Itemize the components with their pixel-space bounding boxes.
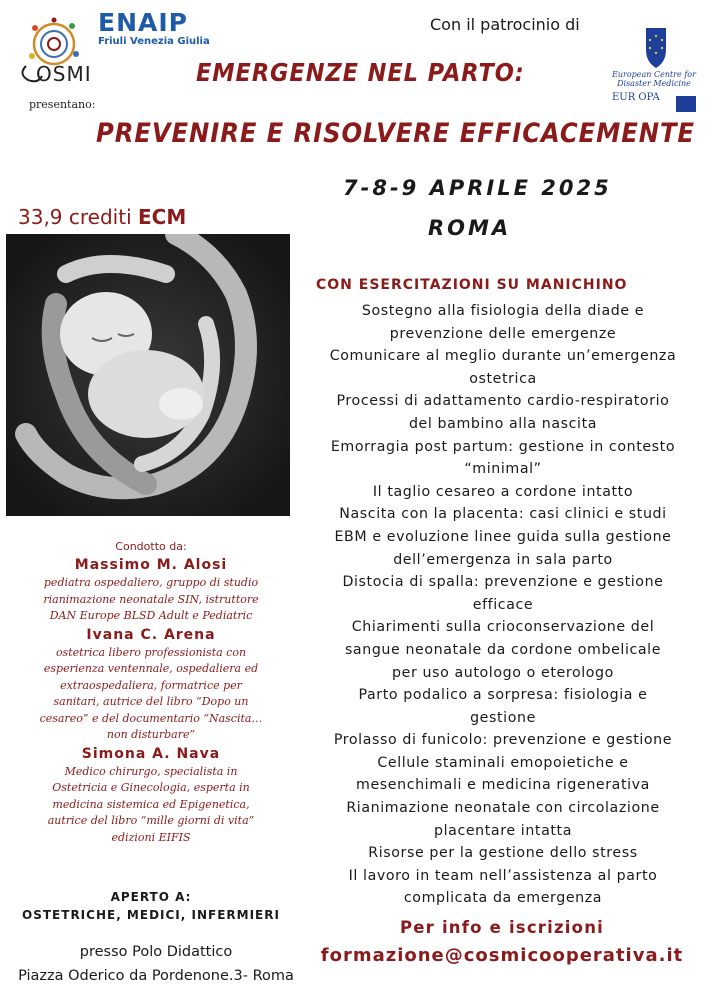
- faculty-desc-line: extraospedaliera, formatrice per: [60, 678, 242, 692]
- topic-line: Prolasso di funicolo: prevenzione e gestione: [333, 732, 673, 749]
- topic-line: Chiarimenti sulla crioconservazione del: [351, 619, 655, 636]
- exercises-heading: CON ESERCITAZIONI SU MANICHINO: [316, 277, 628, 293]
- topic-line: Emorragia post partum: gestione in contesto: [330, 438, 676, 455]
- event-title-line1: EMERGENZE NEL PARTO:: [196, 58, 525, 87]
- newborn-hands-photo: [6, 234, 290, 516]
- enaip-name: ENAIP: [98, 8, 188, 37]
- topic-line: per uso autologo o eterologo: [392, 664, 614, 681]
- topic-line: placentare intatta: [434, 822, 572, 839]
- cosmi-wordmark: [16, 62, 92, 86]
- topic-line: complicata da emergenza: [403, 890, 603, 907]
- event-city: ROMA: [428, 216, 512, 240]
- faculty-desc-line: ostetrica libero professionista con: [55, 645, 247, 659]
- faculty-desc-line: esperienza ventennale, ospedaliera ed: [43, 662, 259, 675]
- topic-line: Rianimazione neonatale con circolazione: [346, 800, 660, 817]
- event-date: 7-8-9 APRILE 2025: [343, 176, 612, 200]
- topic-line: mesenchimali e medicina rigenerativa: [356, 777, 650, 794]
- topic-line: del bambino alla nascita: [408, 415, 598, 432]
- topic-line: Nascita con la placenta: casi clinici e studi: [339, 506, 667, 523]
- faculty-name: Simona A. Nava: [81, 745, 221, 762]
- topics-list: [304, 300, 702, 910]
- cosmi-name: OSMI: [36, 62, 92, 86]
- faculty-desc-line: rianimazione neonatale SIN, istruttore: [43, 592, 259, 606]
- patronage-label: Con il patrocinio di: [430, 15, 580, 34]
- topic-line: prevenzione delle emergenze: [389, 325, 617, 342]
- cemec-title: European Centre for Disaster Medicine: [612, 70, 696, 88]
- topic-line: ostetrica: [469, 370, 537, 387]
- venue-line2: Piazza Oderico da Pordenone.3- Roma: [18, 968, 294, 984]
- topic-line: Risorse per la gestione dello stress: [368, 845, 638, 862]
- presenting-label: presentano:: [29, 98, 96, 111]
- topic-line: Parto podalico a sorpresa: fisiologia e: [358, 687, 648, 704]
- topic-line: dell’emergenza in sala parto: [393, 551, 613, 568]
- faculty-desc-line: DAN Europe BLSD Adult e Pediatric: [49, 609, 253, 622]
- topic-line: sangue neonatale da cordone ombelicale: [344, 641, 662, 658]
- event-title-line2: PREVENIRE E RISOLVERE EFFICACEMENTE: [96, 118, 695, 149]
- topic-line: “minimal”: [464, 461, 542, 478]
- topic-line: Sostegno alla fisiologia della diade e: [361, 303, 645, 319]
- newborn-hands-illustration: [6, 234, 290, 516]
- faculty-desc-line: medicina sistemica ed Epigenetica,: [52, 797, 250, 811]
- topic-line: Processi di adattamento cardio-respiratorio: [336, 393, 670, 410]
- venue-line1: presso Polo Didattico: [79, 944, 233, 960]
- faculty-desc-line: cesareo” e del documentario “Nascita…: [39, 711, 263, 725]
- info-label: Per info e iscrizioni: [399, 918, 604, 937]
- enaip-subtitle: Friuli Venezia Giulia: [98, 36, 210, 47]
- europa-mark: EUR OPA: [612, 92, 660, 103]
- faculty-desc-line: pediatra ospedaliero, gruppo di studio: [43, 576, 259, 589]
- faculty-desc-line: sanitari, autrice del libro “Dopo un: [53, 695, 249, 708]
- credits-value: 33,9 crediti: [18, 205, 132, 229]
- topic-line: Comunicare al meglio durante un’emergenza: [329, 348, 677, 365]
- faculty-section: [6, 538, 296, 846]
- contact-email-link[interactable]: formazione@cosmicooperativa.it: [320, 945, 684, 966]
- enaip-logo: [98, 10, 218, 54]
- topic-line: Il lavoro in team nell’assistenza al parto: [348, 867, 658, 884]
- topic-line: EBM e evoluzione linee guida sulla gestione: [334, 528, 672, 545]
- audience-heading: APERTO A:: [110, 890, 192, 904]
- topic-line: efficace: [472, 596, 534, 613]
- faculty-desc-line: Ostetricia e Ginecologia, esperta in: [52, 781, 250, 794]
- audience-section: [6, 888, 296, 924]
- topic-line: Distocia di spalla: prevenzione e gestione: [342, 574, 664, 591]
- faculty-desc-line: Medico chirurgo, specialista in: [64, 764, 238, 778]
- faculty-desc-line: non disturbare”: [106, 728, 196, 741]
- faculty-name: Ivana C. Arena: [86, 626, 216, 643]
- topic-line: Il taglio cesareo a cordone intatto: [372, 483, 634, 500]
- topic-line: Cellule staminali emopoietiche e: [377, 754, 629, 771]
- faculty-name: Massimo M. Alosi: [74, 557, 228, 573]
- venue-section: [6, 940, 306, 988]
- ecm-credits: [18, 205, 186, 229]
- conducted-by-label: Condotto da:: [115, 540, 187, 553]
- audience-text: OSTETRICHE, MEDICI, INFERMIERI: [22, 908, 280, 922]
- credits-label: ECM: [137, 205, 187, 229]
- faculty-desc-line: autrice del libro “mille giorni di vita”: [47, 814, 255, 827]
- faculty-desc-line: edizioni EIFIS: [111, 830, 191, 844]
- topic-line: gestione: [470, 709, 536, 726]
